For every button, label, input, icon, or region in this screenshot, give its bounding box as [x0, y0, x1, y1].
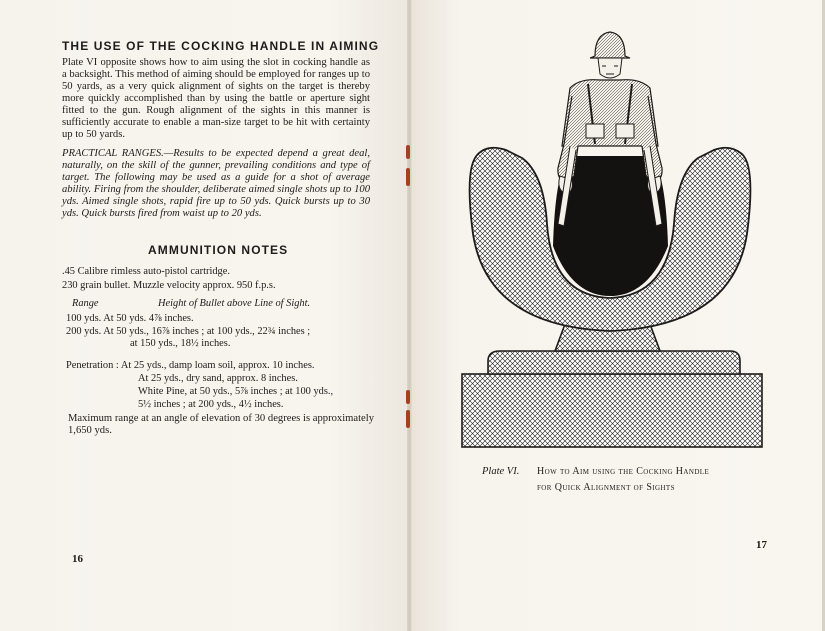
plate-caption-line-1: How to Aim using the Cocking Handle — [537, 466, 710, 477]
page-number-left: 16 — [72, 553, 83, 565]
range-row-200-cont: at 150 yds., 18½ inches. — [130, 338, 231, 349]
penetration-line-2: At 25 yds., dry sand, approx. 8 inches. — [138, 373, 298, 384]
left-page — [0, 0, 410, 631]
page-number-right: 17 — [756, 539, 767, 551]
practical-ranges-paragraph: PRACTICAL RANGES.—Results to be expected depend a great deal, naturally, on the skill of the gunner, prevailing conditions and type of target. The following may be used as a guide for a shot of average ability. Firing from the shoulder, deliberate aimed single shots up to 100 yds. Aimed single shots, rapid fire up to 50 yds. Quick bursts up to 30 yds. Quick bursts fired from waist up to 20 yds. — [62, 148, 370, 219]
binding-stitch-upper — [406, 168, 410, 186]
range-row-100: 100 yds. At 50 yds. 4⅞ inches. — [66, 313, 194, 324]
binding-stitch-lower — [406, 390, 410, 404]
plate-caption-line-2: for Quick Alignment of Sights — [537, 482, 675, 493]
ammo-line-1: .45 Calibre rimless auto-pistol cartridge. — [62, 266, 230, 277]
ammunition-title: AMMUNITION NOTES — [148, 243, 289, 257]
penetration-line-3: White Pine, at 50 yds., 5⅞ inches ; at 100 yds., — [138, 386, 334, 397]
table-header-height: Height of Bullet above Line of Sight. — [158, 298, 311, 309]
range-row-200: 200 yds. At 50 yds., 16⅞ inches ; at 100 yds., 22¾ inches ; — [66, 326, 311, 337]
section-title: THE USE OF THE COCKING HANDLE IN AIMING — [62, 39, 380, 53]
penetration-line-1: Penetration : At 25 yds., damp loam soil, approx. 10 inches. — [66, 360, 315, 371]
table-header-range: Range — [72, 298, 99, 309]
binding-stitch-bottom — [406, 410, 410, 428]
plate-label: Plate VI. — [482, 466, 520, 477]
book-gutter — [407, 0, 412, 631]
ammo-line-2: 230 grain bullet. Muzzle velocity approx. 950 f.p.s. — [62, 280, 276, 291]
gun-base-block — [462, 351, 762, 447]
plate-vi-illustration — [460, 26, 765, 452]
penetration-line-4: 5½ inches ; at 200 yds., 4½ inches. — [138, 399, 284, 410]
intro-paragraph: Plate VI opposite shows how to aim using the slot in cocking handle as a backsight. This method of aiming should be employed for ranges up to 50 yards, as a very quick alignment of sights on the target is thereby more quickly accomplished than by using the battle or aperture sight fitted to the gun. Rough alignment of the sights in this manner is sufficiently accurate to enable a man-size target to be hit with certainty up to 50 yards. — [62, 57, 370, 140]
max-range-paragraph: Maximum range at an angle of elevation of 30 degrees is approximately 1,650 yds. — [68, 413, 374, 436]
binding-stitch-top — [406, 145, 410, 159]
